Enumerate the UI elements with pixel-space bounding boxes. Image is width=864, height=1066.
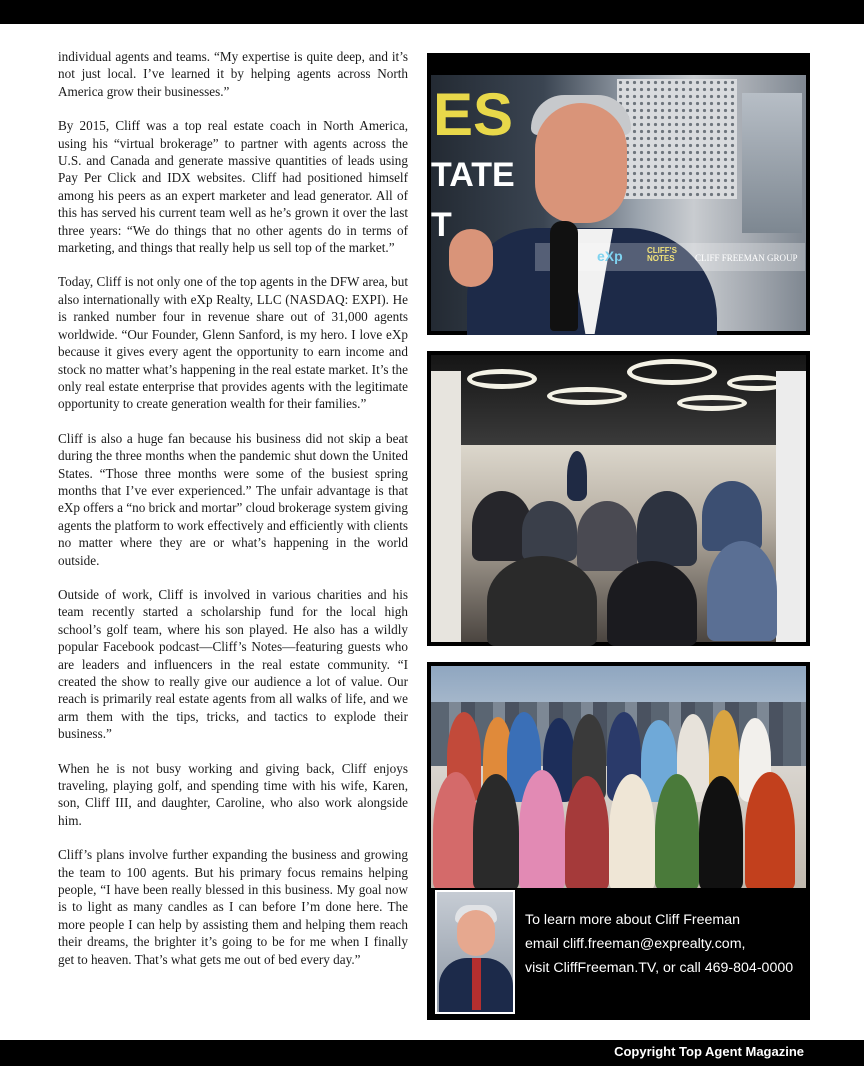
presenter — [567, 451, 587, 501]
contact-web-phone[interactable]: visit CliffFreeman.TV, or call 469-804-0000 — [525, 960, 794, 976]
article-paragraph: When he is not busy working and giving back, Cliff enjoys traveling, playing golf, and spending time with his wife, Karen, son, Cliff III, and daughter, Caroline, who also work alongside him. — [58, 760, 408, 828]
article-paragraph: individual agents and teams. “My expertise is quite deep, and it’s not just local. I’ve learned it by helping agents across North America grow their businesses.” — [58, 49, 408, 99]
article-column — [58, 48, 408, 985]
ceiling-light — [627, 359, 717, 385]
team-member — [745, 772, 795, 892]
office-photo — [427, 351, 810, 646]
article-paragraph: By 2015, Cliff was a top real estate coach in North America, using his “virtual brokerage” to partner with agents across the U.S. and Canada and generate massive quantities of leads using Pay Per Click and IDX websites. Cliff had positioned himself among his peers as an expert marketer and lead generator. All of this has served his current team well as he’s grown it over the last three years: “We do things that no other agents do in terms of marketing, and things that really help us sell top of the market.” — [58, 118, 408, 256]
team-photo — [427, 662, 810, 1020]
article-paragraph: Cliff’s plans involve further expanding the business and growing the team to 100 agents. But his primary focus remains helping people, “I have been really blessed in this business. My goal now is to light as many candles as I can before I’m done here. The more people I can help by assisting them and helping them reach their dreams, the brighter it’s going to be for me when I finally get to heaven. That’s what gets me out of bed every day.” — [58, 847, 408, 967]
contact-email[interactable]: email cliff.freeman@exprealty.com, — [525, 936, 746, 952]
group-logo: CLIFF FREEMAN GROUP — [695, 253, 798, 263]
perforated-panel — [617, 79, 737, 199]
team-member — [655, 774, 699, 892]
exp-logo: eXp — [597, 248, 623, 264]
copyright-text: Copyright Top Agent Magazine — [614, 1044, 804, 1059]
cliffs-notes-logo: CLIFF'S NOTES — [647, 246, 677, 263]
interviewee-face — [535, 103, 627, 223]
microphone — [550, 221, 578, 331]
ceiling-light — [547, 387, 627, 405]
team-member — [519, 770, 565, 892]
team-member — [699, 776, 743, 892]
headshot-face — [457, 910, 495, 956]
interviewee-hand — [449, 229, 493, 287]
ceiling-light — [677, 395, 747, 411]
cliff-headshot — [435, 890, 515, 1014]
article-paragraph: Today, Cliff is not only one of the top agents in the DFW area, but also internationally with eXp Realty, LLC (NASDAQ: EXPI). He is ranked number four in revenue share out of 31,000 agents worldwide. “Our Founder, Glenn Sanford, is my hero. I love eXp because it gives every agent the opportunity to earn income and stock no matter what’s happening in the real estate market. It’s the only real estate enterprise that provides agents with the legitimate opportunity to create generation wealth for their families.” — [58, 274, 408, 412]
office-wall — [431, 371, 461, 642]
city-window — [742, 93, 802, 233]
attendee — [707, 541, 777, 641]
attendee — [577, 501, 637, 571]
attendee — [522, 501, 577, 561]
contact-intro: To learn more about Cliff Freeman — [525, 912, 741, 928]
studio-sign-text: ES — [433, 81, 514, 148]
contact-info-box — [427, 888, 810, 1020]
attendee — [637, 491, 697, 566]
ceiling-light — [467, 369, 537, 389]
contact-text — [525, 908, 793, 980]
attendee — [702, 481, 762, 551]
attendee — [607, 561, 697, 646]
team-member — [565, 776, 609, 892]
team-member — [473, 774, 519, 892]
office-wall — [776, 371, 806, 642]
studio-sign-text: TATE — [431, 156, 515, 194]
article-paragraph: Outside of work, Cliff is involved in various charities and his team recently started a scholarship fund for the local high school’s golf team, where his son played. He also has a wildly popular Facebook podcast—Cliff’s Notes—featuring guests who are leaders and influencers in the real estate community. “I created the show to really give our audience a lot of value. Our reach is primarily real estate agents from all walks of life, and we arm them with the tips, tricks, and tactics to explode their business.” — [58, 586, 408, 742]
footer-bar — [0, 1040, 864, 1066]
headshot-tie — [472, 958, 481, 1010]
studio-sign-text: T — [431, 206, 452, 244]
attendee — [487, 556, 597, 646]
article-paragraph: Cliff is also a huge fan because his business did not skip a beat during the three months when the pandemic shut down the United States. “Those three months were some of the busiest spring months that I’ve ever experienced.” The unfair advantage is that eXp offers a “no brick and mortar” cloud brokerage system giving agents the platform to work effectively and efficiently with clients no matter where they are or what’s happening in the world outside. — [58, 430, 408, 568]
interview-photo — [427, 53, 810, 335]
team-member — [609, 774, 655, 892]
top-bar — [0, 0, 864, 24]
